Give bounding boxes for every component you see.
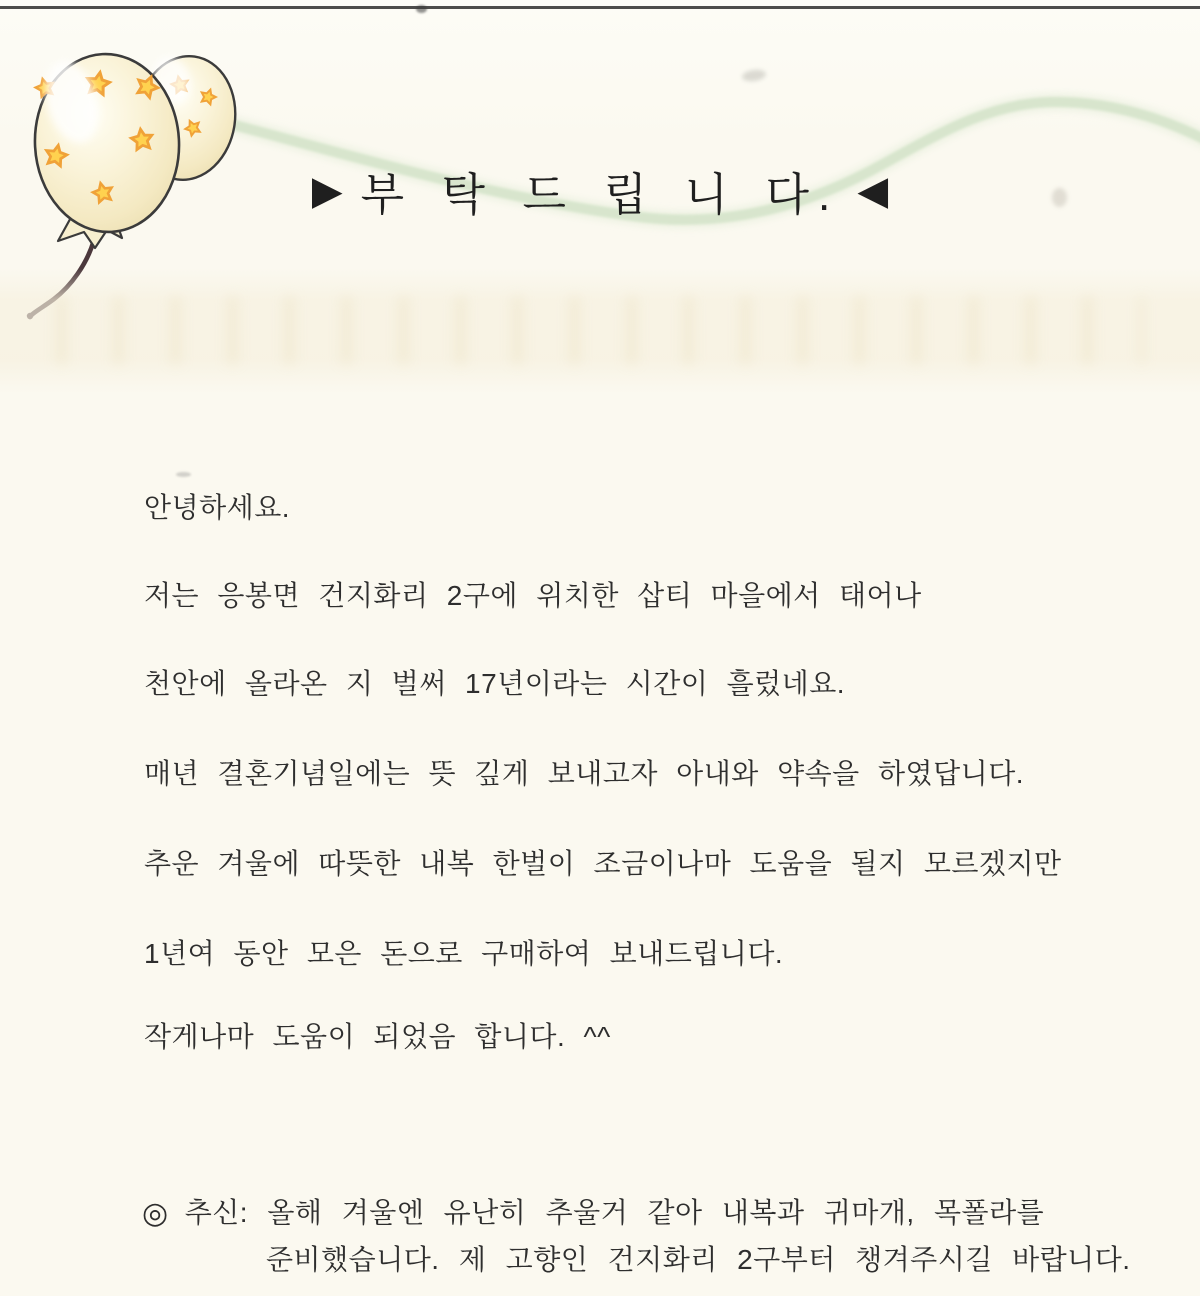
left-triangle-icon: ◀ [857,169,889,213]
body-line: 저는 응봉면 건지화리 2구에 위치한 삽티 마을에서 태어나 [144,580,922,611]
header-decoration [0,0,1200,470]
title-text: 부 탁 드 립 니 다. [360,169,840,220]
right-triangle-icon: ▶ [311,169,343,213]
body-line: 추운 겨울에 따뜻한 내복 한벌이 조금이나마 도움을 될지 모르겠지만 [144,848,1062,879]
closing-line: 작게나마 도움이 되었음 합니다. ^^ [144,1021,611,1052]
postscript-text-1: 추신: 올해 겨울엔 유난히 추울거 같아 내복과 귀마개, 목폴라를 [184,1197,1045,1228]
page-title [0,158,1200,223]
greeting-line: 안녕하세요. [144,492,291,523]
postscript-text-2: 준비했습니다. 제 고향인 건지화리 2구부터 챙겨주시길 바랍니다. [266,1244,1131,1275]
bullseye-marker-icon: ◎ [142,1197,169,1230]
postscript-line-1 [142,1191,1044,1231]
body-line: 매년 결혼기념일에는 뜻 깊게 보내고자 아내와 약속을 하였답니다. [144,758,1025,789]
body-line: 1년여 동안 모은 돈으로 구매하여 보내드립니다. [144,938,784,969]
scan-bleed-band [0,268,1200,394]
scan-speck [176,472,191,477]
body-line: 천안에 올라온 지 벌써 17년이라는 시간이 흘렀네요. [144,668,846,699]
